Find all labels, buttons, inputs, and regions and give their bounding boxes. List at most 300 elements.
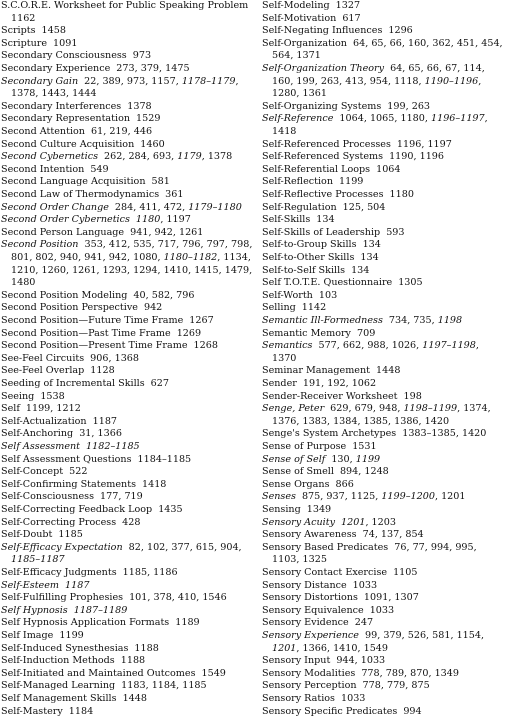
index-term: Second Position Perspective xyxy=(1,302,138,314)
page-ref: 1376 xyxy=(272,415,297,427)
index-entry: Semantics 577, 662, 988, 1026, 1197–1198, 1370 xyxy=(262,340,479,364)
page-ref: 446 xyxy=(133,126,153,137)
page-ref: 1105 xyxy=(393,567,418,578)
page-ref: 1294 xyxy=(133,264,158,276)
page-ref: 362 xyxy=(432,37,451,49)
index-term: Self-Induced Synesthesias xyxy=(1,642,129,654)
index-entry xyxy=(262,227,506,240)
page-ref: 940 xyxy=(59,251,79,263)
index-entry xyxy=(1,101,255,114)
index-term: Self-Organizing Systems xyxy=(262,100,382,112)
index-entry: Self-Organizing Systems 199, 263 xyxy=(262,100,431,112)
index-entry xyxy=(1,517,255,530)
page-ref: 581 xyxy=(432,630,451,641)
page-ref: 284 xyxy=(128,151,147,163)
page-ref: 1185 xyxy=(182,680,207,692)
index-term: Self-Initiated and Maintained Outcomes xyxy=(1,667,196,679)
page-ref: 941 xyxy=(84,251,103,263)
page-ref: 472 xyxy=(163,201,183,213)
index-entry xyxy=(1,164,255,177)
index-term: Sender xyxy=(262,378,297,389)
index-term: Self-Worth xyxy=(262,289,313,301)
page-ref: 1162 xyxy=(11,12,36,24)
index-entry xyxy=(262,176,506,189)
page-ref: 1212 xyxy=(56,403,81,415)
index-entry xyxy=(262,13,506,26)
page-ref: 1187–1189 xyxy=(73,604,128,616)
page-ref: 1368 xyxy=(114,352,140,364)
page-ref: 1180 xyxy=(135,214,161,226)
index-entry: Self-Consciousness 177, 719 xyxy=(1,491,143,503)
page-ref: 1361 xyxy=(302,88,327,100)
index-entry xyxy=(1,693,255,706)
page-ref: 1065 xyxy=(369,113,395,125)
page-ref: 941 xyxy=(130,226,149,238)
index-term: Sensory Perception xyxy=(262,680,357,692)
index-entry xyxy=(1,176,255,189)
page-ref: 219 xyxy=(109,126,128,137)
index-entry xyxy=(1,340,255,353)
index-entry xyxy=(1,441,255,454)
index-term: Semantics xyxy=(262,340,313,352)
page-ref: 1203 xyxy=(371,516,396,528)
page-ref: 378 xyxy=(153,592,172,604)
index-term: Sensory Acuity xyxy=(262,516,336,528)
index-entry: Self-Anchoring 31, 1366 xyxy=(1,428,122,440)
page-ref: 1305 xyxy=(398,277,423,289)
page-ref: 1480 xyxy=(11,277,36,289)
index-entry xyxy=(262,605,506,618)
index-term: Secondary Representation xyxy=(1,113,131,125)
index-entry xyxy=(262,239,506,252)
page-ref: 1033 xyxy=(369,604,395,616)
page-ref: 99 xyxy=(364,630,378,641)
index-term: Self-Reflection xyxy=(262,176,333,188)
page-ref: 615 xyxy=(195,541,215,553)
index-term: Secondary Interferences xyxy=(1,100,122,112)
page-ref: 1420 xyxy=(461,428,487,440)
index-term: Self Management Skills xyxy=(1,693,117,704)
page-ref: 1196 xyxy=(396,138,422,150)
index-term: Self-Modeling xyxy=(262,0,330,11)
index-entry: Sensory Acuity 1201, 1203 xyxy=(262,516,396,528)
index-entry: Self-Fulfilling Prophesies 101, 378, 410, 1546 xyxy=(1,592,227,604)
page-ref: 102 xyxy=(146,541,166,553)
index-term: Self-Referential Loops xyxy=(262,163,371,175)
index-entry: Self-Referenced Systems 1190, 1196 xyxy=(262,151,445,163)
page-ref: 1378 xyxy=(11,88,36,100)
index-entry xyxy=(1,25,255,38)
page-ref: 101 xyxy=(129,592,148,604)
index-term: Sensory Modalities xyxy=(262,667,356,679)
index-term: Self-Negating Influences xyxy=(262,25,383,37)
page-ref: 679 xyxy=(354,403,373,415)
page-ref: 535 xyxy=(133,239,152,251)
page-ref: 796 xyxy=(182,239,201,251)
index-term: Seeding of Incremental Skills xyxy=(1,378,145,389)
index-entry xyxy=(1,302,255,315)
index-entry: Self-Organization Theory 64, 65, 66, 67, 114, 160, 199, 263, 413, 954, 1118, 1190–1196, 1280, 1361 xyxy=(262,63,485,100)
index-entry xyxy=(262,567,506,580)
index-entry xyxy=(1,365,255,378)
index-term: Senge's System Archetypes xyxy=(262,428,397,440)
page-ref: 789 xyxy=(385,667,405,679)
page-ref: 1371 xyxy=(296,50,321,62)
page-ref: 160 xyxy=(272,75,291,87)
page-ref: 1546 xyxy=(202,592,227,604)
page-ref: 1128 xyxy=(90,365,115,377)
page-ref: 64 xyxy=(390,63,403,74)
index-term: Second Position xyxy=(1,239,79,251)
index-entry xyxy=(262,302,506,315)
page-ref: 1549 xyxy=(363,642,389,654)
page-ref: 948 xyxy=(379,403,398,415)
index-entry: Self-Efficacy Expectation 82, 102, 377, 615, 904, 1185–1187 xyxy=(1,541,242,566)
index-entry: Self-Managed Learning 1183, 1184, 1185 xyxy=(1,680,207,692)
index-term: Second Position—Past Time Frame xyxy=(1,327,171,339)
index-entry: Self-Regulation 125, 504 xyxy=(262,201,386,213)
index-term: Sense of Self xyxy=(262,453,326,465)
index-entry: Sender 191, 192, 1062 xyxy=(262,378,377,389)
page-ref: 1448 xyxy=(122,693,147,704)
index-entry xyxy=(262,252,506,265)
index-term: Self-Referenced Systems xyxy=(262,151,384,163)
page-ref: 262 xyxy=(104,151,123,163)
index-entry: Senses 875, 937, 1125, 1199–1200, 1201 xyxy=(262,491,466,503)
index-term: Second Position—Present Time Frame xyxy=(1,340,188,352)
page-ref: 1103 xyxy=(272,554,297,566)
page-ref: 177 xyxy=(100,491,119,503)
page-ref: 192 xyxy=(327,378,346,389)
page-ref: 854 xyxy=(405,529,424,541)
index-entry xyxy=(1,454,255,467)
index-entry xyxy=(1,643,255,656)
index-entry xyxy=(262,479,506,492)
page-ref: 353 xyxy=(84,239,103,251)
index-term: Second Position Modeling xyxy=(1,289,128,301)
page-ref: 1186 xyxy=(153,567,178,578)
page-ref: 1033 xyxy=(340,693,366,704)
page-ref: 65 xyxy=(408,63,421,74)
page-ref: 1197 xyxy=(427,138,452,150)
index-entry: Sense of Self 130, 1199 xyxy=(262,453,381,465)
index-term: See-Feel Circuits xyxy=(1,352,85,364)
page-ref: 1198–1199 xyxy=(403,403,458,415)
page-ref: 134 xyxy=(316,214,335,226)
index-term: Selling xyxy=(262,302,296,314)
index-entry xyxy=(262,504,506,517)
index-term: Sensory Specific Predicates xyxy=(262,705,398,717)
index-entry: Senge, Peter 629, 679, 948, 1198–1199, 1374, 1376, 1383, 1384, 1385, 1386, 1420 xyxy=(262,403,491,427)
page-ref: 693 xyxy=(152,151,172,163)
page-ref: 582 xyxy=(151,289,171,301)
page-ref: 199 xyxy=(296,75,315,87)
index-term: Self-Mastery xyxy=(1,705,63,717)
index-entry: Second Person Language 941, 942, 1261 xyxy=(1,226,204,238)
index-term: Sense of Purpose xyxy=(262,441,347,452)
index-term: Second Language Acquisition xyxy=(1,176,146,188)
page-ref: 719 xyxy=(124,491,143,503)
page-ref: 379 xyxy=(140,63,160,74)
index-term: Secondary Experience xyxy=(1,63,111,74)
page-ref: 77 xyxy=(412,541,425,553)
page-ref: 284 xyxy=(114,201,134,213)
page-ref: 662 xyxy=(342,340,362,352)
index-entry xyxy=(262,214,506,227)
page-ref: 1178–1179 xyxy=(181,75,236,87)
index-entry: Self-Organization 64, 65, 66, 160, 362, 451, 454, 564, 1371 xyxy=(262,37,503,62)
page-ref: 1410 xyxy=(333,642,358,654)
index-entry: Self-Efficacy Judgments 1185, 1186 xyxy=(1,567,178,578)
index-entry xyxy=(1,0,255,25)
page-ref: 942 xyxy=(108,251,127,263)
page-ref: 1157 xyxy=(151,75,176,87)
index-term: Second Order Cybernetics xyxy=(1,214,130,226)
index-term: Self-Concept xyxy=(1,466,64,478)
page-ref: 247 xyxy=(354,617,374,629)
page-ref: 40 xyxy=(133,289,146,301)
page-ref: 1443 xyxy=(41,88,66,100)
index-term: Second Person Language xyxy=(1,226,125,238)
page-ref: 734 xyxy=(388,315,408,326)
page-ref: 973 xyxy=(126,75,146,87)
page-ref: 1197 xyxy=(166,214,191,226)
index-term: Senses xyxy=(262,491,296,503)
page-ref: 125 xyxy=(342,201,361,213)
index-entry: Second Attention 61, 219, 446 xyxy=(1,126,153,137)
index-entry xyxy=(1,328,255,341)
page-ref: 1386 xyxy=(394,415,419,427)
index-entry: Secondary Gain 22, 389, 973, 1157, 1178–1179, 1378, 1443, 1444 xyxy=(1,75,239,100)
page-ref: 1125 xyxy=(350,491,376,503)
page-ref: 1180–1182 xyxy=(163,251,218,263)
index-term: Self-Reference xyxy=(262,113,334,125)
page-ref: 134 xyxy=(362,239,381,251)
page-ref: 1033 xyxy=(360,655,386,667)
page-ref: 994 xyxy=(403,705,422,717)
index-term: Sensory Ratios xyxy=(262,693,335,704)
page-ref: 1296 xyxy=(388,25,413,37)
index-term: Self-Consciousness xyxy=(1,491,95,503)
index-term: Second Cybernetics xyxy=(1,151,99,163)
page-ref: 1199 xyxy=(59,630,84,641)
page-ref: 454 xyxy=(481,37,500,49)
page-ref: 377 xyxy=(171,541,190,553)
index-term: Sensory Distortions xyxy=(262,592,358,604)
page-ref: 1187 xyxy=(65,579,90,591)
index-term: Seminar Management xyxy=(262,365,371,377)
index-term: Sensory Equivalence xyxy=(262,604,364,616)
page-ref: 1420 xyxy=(424,415,450,427)
index-term: Second Culture Acquisition xyxy=(1,138,135,150)
page-ref: 875 xyxy=(411,680,430,692)
index-entry xyxy=(1,378,255,391)
page-ref: 954 xyxy=(369,75,388,87)
page-ref: 199 xyxy=(387,100,406,112)
page-ref: 802 xyxy=(35,251,54,263)
index-entry xyxy=(1,529,255,542)
index-entry xyxy=(262,265,506,278)
index-entry xyxy=(262,617,506,630)
index-term: Sense of Smell xyxy=(262,466,334,478)
page-ref: 103 xyxy=(318,289,338,301)
page-ref: 549 xyxy=(90,163,109,175)
index-term: Sensory Based Predicates xyxy=(262,541,389,553)
page-ref: 875 xyxy=(301,491,321,503)
page-ref: 504 xyxy=(367,201,386,213)
page-ref: 1248 xyxy=(364,466,389,478)
page-ref: 797 xyxy=(206,239,225,251)
index-entry: Second Position Modeling 40, 582, 796 xyxy=(1,289,195,301)
index-entry xyxy=(262,328,506,341)
index-entry xyxy=(1,139,255,152)
page-ref: 74 xyxy=(362,529,375,541)
page-ref: 1325 xyxy=(302,554,327,566)
index-entry: Secondary Experience 273, 379, 1475 xyxy=(1,63,190,74)
index-entry xyxy=(1,630,255,643)
page-ref: 617 xyxy=(342,12,361,24)
index-term: Sensory Evidence xyxy=(262,617,349,629)
index-term: Self-Organization xyxy=(262,37,347,49)
page-ref: 564 xyxy=(272,50,291,62)
index-term: Scripts xyxy=(1,25,36,37)
index-entry xyxy=(1,50,255,63)
page-ref: 1269 xyxy=(176,327,202,339)
page-ref: 1349 xyxy=(306,504,332,515)
page-ref: 1196 xyxy=(419,151,445,163)
index-term: Second Intention xyxy=(1,163,85,175)
index-term: Sense Organs xyxy=(262,478,330,490)
page-ref: 1529 xyxy=(136,113,161,125)
index-entry xyxy=(262,164,506,177)
index-entry: Semantic Ill-Formedness 734, 735, 1198 xyxy=(262,315,463,326)
index-entry xyxy=(262,0,506,13)
index-term: Self-Skills of Leadership xyxy=(262,226,381,238)
page-ref: 1307 xyxy=(394,592,419,604)
index-term: Self-Efficacy Judgments xyxy=(1,567,117,578)
index-entry xyxy=(262,277,506,290)
page-ref: 1268 xyxy=(193,340,218,352)
index-entry xyxy=(1,113,255,126)
index-term: Self Image xyxy=(1,630,54,641)
index-entry xyxy=(262,290,506,303)
index-term: Second Attention xyxy=(1,126,85,137)
page-ref: 389 xyxy=(102,75,121,87)
index-term: Self-Referenced Processes xyxy=(262,138,391,150)
page-ref: 778 xyxy=(362,680,381,692)
index-entry xyxy=(1,504,255,517)
page-ref: 1198 xyxy=(437,315,463,326)
index-term: Seeing xyxy=(1,390,35,402)
page-ref: 1033 xyxy=(352,579,378,591)
page-ref: 134 xyxy=(360,252,379,263)
page-ref: 1448 xyxy=(376,365,401,377)
page-ref: 1418 xyxy=(142,478,167,490)
index-entry xyxy=(1,479,255,492)
index-entry: Sensory Modalities 778, 789, 870, 1349 xyxy=(262,667,459,679)
page-ref: 114 xyxy=(463,63,482,74)
index-term: Self-Confirming Statements xyxy=(1,478,136,490)
index-term: Self-Correcting Feedback Loop xyxy=(1,504,153,515)
index-term: Self-Correcting Process xyxy=(1,516,117,528)
page-ref: 1184–1185 xyxy=(137,453,192,465)
page-ref: 1531 xyxy=(352,441,377,452)
index-entry xyxy=(1,416,255,429)
page-ref: 995 xyxy=(455,541,474,553)
page-ref: 1118 xyxy=(394,75,419,87)
page-ref: 629 xyxy=(330,403,349,415)
index-term: Self-Skills xyxy=(262,214,311,226)
index-term: Second Law of Thermodynamics xyxy=(1,189,160,200)
index-term: Sensory Contact Exercise xyxy=(262,567,388,578)
page-ref: 1280 xyxy=(272,88,297,100)
index-entry xyxy=(262,706,506,718)
page-ref: 1327 xyxy=(335,0,361,11)
page-ref: 942 xyxy=(154,226,173,238)
index-term: Self Assessment xyxy=(1,441,81,452)
index-term: See-Feel Overlap xyxy=(1,365,85,377)
index-entry: Sense of Smell 894, 1248 xyxy=(262,466,389,478)
page-ref: 1201 xyxy=(341,516,366,528)
page-ref: 410 xyxy=(177,592,197,604)
page-ref: 413 xyxy=(345,75,364,87)
page-ref: 1184 xyxy=(68,705,94,717)
index-term: Senge, Peter xyxy=(262,403,325,415)
page-ref: 1188 xyxy=(120,655,146,667)
page-ref: 1374 xyxy=(463,403,488,415)
page-ref: 412 xyxy=(108,239,128,251)
index-entry: Self-Referenced Processes 1196, 1197 xyxy=(262,138,452,150)
page-ref: 66 xyxy=(389,37,402,49)
index-term: Self-Motivation xyxy=(262,12,337,24)
index-term: Self-Reflective Processes xyxy=(262,189,384,200)
page-ref: 1185 xyxy=(58,529,83,541)
index-entry: Second Order Cybernetics 1180, 1197 xyxy=(1,214,191,226)
index-entry: Sensory Input 944, 1033 xyxy=(262,655,386,667)
page-ref: 1444 xyxy=(72,88,97,100)
page-ref: 1366 xyxy=(97,428,122,440)
page-ref: 1026 xyxy=(391,340,417,352)
index-entry xyxy=(1,315,255,328)
page-ref: 1378 xyxy=(207,151,233,163)
page-ref: 866 xyxy=(335,478,354,490)
page-ref: 1385 xyxy=(363,415,389,427)
page-ref: 263 xyxy=(320,75,340,87)
page-ref: 1458 xyxy=(41,25,66,37)
page-ref: 522 xyxy=(69,466,88,478)
page-ref: 1549 xyxy=(201,667,226,679)
page-ref: 361 xyxy=(165,189,184,200)
index-entry: Self 1199, 1212 xyxy=(1,403,81,415)
page-ref: 1260 xyxy=(41,264,66,276)
index-term: Self xyxy=(1,403,20,415)
index-entry: See-Feel Circuits 906, 1368 xyxy=(1,352,140,364)
page-ref: 870 xyxy=(410,667,429,679)
page-ref: 1188 xyxy=(134,642,159,654)
page-ref: 1201 xyxy=(441,491,466,503)
page-ref: 1180 xyxy=(400,113,425,125)
page-ref: 577 xyxy=(318,340,337,352)
index-term: Self-Doubt xyxy=(1,529,53,541)
page-ref: 76 xyxy=(394,541,407,553)
index-term: Second Position—Future Time Frame xyxy=(1,315,184,326)
index-term: Self-Induction Methods xyxy=(1,655,115,667)
page-ref: 1134 xyxy=(223,251,248,263)
page-ref: 1415 xyxy=(194,264,219,276)
index-term: Self-to-Group Skills xyxy=(262,239,357,251)
index-term: Self-Anchoring xyxy=(1,428,74,440)
index-term: Semantic Ill-Formedness xyxy=(262,315,383,326)
